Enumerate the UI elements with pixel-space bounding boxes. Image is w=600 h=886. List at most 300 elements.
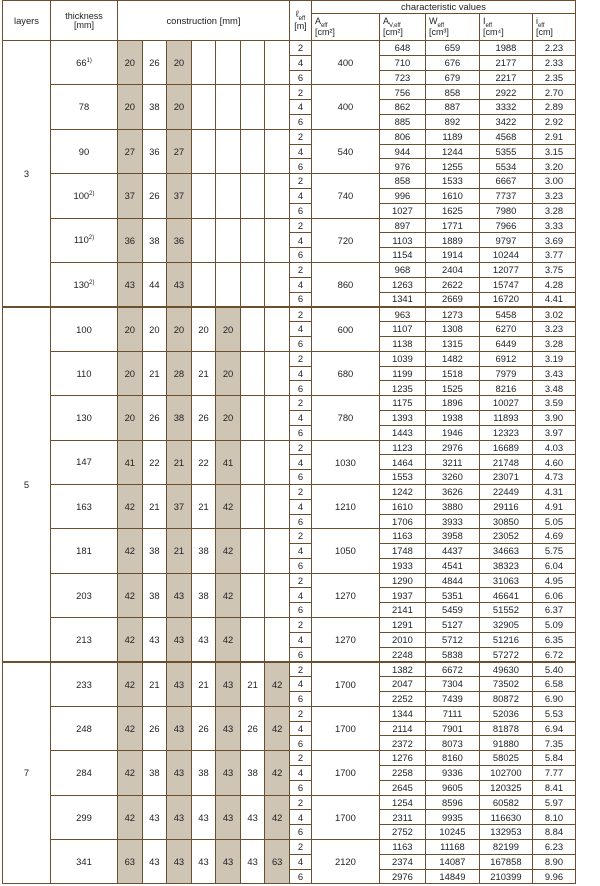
i-eff-radius-cell: 3.20: [532, 159, 575, 174]
table-row: [3, 41, 576, 56]
construction-layer-cell: 42: [216, 484, 241, 528]
av-eff-cell: 1235: [379, 381, 425, 396]
span-length-cell: 6: [289, 292, 311, 307]
span-length-cell: 4: [289, 810, 311, 825]
i-eff-radius-cell: 2.89: [532, 100, 575, 115]
construction-layer-cell: 38: [191, 529, 216, 573]
av-eff-cell: 1175: [379, 396, 425, 411]
construction-layer-cell: 36: [142, 129, 167, 173]
w-eff-cell: 1244: [425, 144, 479, 159]
av-eff-cell: 944: [379, 144, 425, 159]
a-eff-cell: 1210: [311, 484, 379, 528]
i-eff-moment-cell: 23052: [479, 529, 532, 544]
construction-layer-cell: 43: [142, 840, 167, 884]
a-eff-cell: 1700: [311, 795, 379, 839]
av-eff-cell: 2047: [379, 677, 425, 692]
av-eff-cell: 2248: [379, 647, 425, 662]
a-eff-cell: 1700: [311, 751, 379, 795]
a-eff-cell: 720: [311, 218, 379, 262]
table-row: [3, 262, 576, 277]
i-eff-radius-cell: 3.02: [532, 307, 575, 322]
i-eff-moment-cell: 16720: [479, 292, 532, 307]
span-length-cell: 6: [289, 70, 311, 85]
av-eff-cell: 862: [379, 100, 425, 115]
span-length-cell: 6: [289, 514, 311, 529]
w-eff-cell: 1518: [425, 366, 479, 381]
i-eff-moment-cell: 6667: [479, 174, 532, 189]
construction-layer-cell: 43: [216, 840, 241, 884]
construction-layer-cell: 43: [167, 706, 192, 750]
i-eff-radius-cell: 5.09: [532, 618, 575, 633]
i-eff-radius-cell: 2.23: [532, 41, 575, 56]
w-eff-cell: 676: [425, 55, 479, 70]
table-row: [3, 662, 576, 677]
construction-layer-cell: 42: [118, 484, 143, 528]
w-eff-cell: 4844: [425, 573, 479, 588]
i-eff-moment-cell: 34663: [479, 544, 532, 559]
construction-layer-cell: 41: [118, 440, 143, 484]
av-eff-cell: 963: [379, 307, 425, 322]
thickness-value: 130: [76, 412, 92, 424]
i-eff-moment-cell: 31063: [479, 573, 532, 588]
i-eff-moment-cell: 15747: [479, 277, 532, 292]
i-eff-moment-cell: 81878: [479, 721, 532, 736]
construction-layer-cell: [240, 41, 265, 85]
i-eff-moment-cell: 29116: [479, 499, 532, 514]
table-row: [3, 751, 576, 766]
av-eff-cell: 1027: [379, 203, 425, 218]
thickness-value: 66: [76, 57, 87, 69]
construction-layer-cell: [240, 573, 265, 617]
i-eff-radius-cell: 3.00: [532, 174, 575, 189]
w-eff-cell: 679: [425, 70, 479, 85]
thickness-cell: [51, 618, 118, 662]
table-row: [3, 129, 576, 144]
i-eff-radius-cell: 5.84: [532, 751, 575, 766]
i-eff-moment-cell: 10027: [479, 396, 532, 411]
thickness-value: 78: [78, 101, 90, 113]
w-eff-cell: 3958: [425, 529, 479, 544]
w-eff-cell: 1610: [425, 188, 479, 203]
av-eff-cell: 1163: [379, 529, 425, 544]
w-eff-cell: 5838: [425, 647, 479, 662]
w-eff-cell: 1308: [425, 322, 479, 337]
w-eff-cell: 8073: [425, 736, 479, 751]
i-eff-moment-cell: 7737: [479, 188, 532, 203]
thickness-value: 181: [76, 545, 92, 557]
span-length-cell: 4: [289, 588, 311, 603]
span-length-cell: 2: [289, 129, 311, 144]
construction-layer-cell: [265, 41, 290, 85]
i-eff-moment-cell: 120325: [479, 780, 532, 795]
construction-layer-cell: 26: [191, 706, 216, 750]
thickness-value: 163: [76, 500, 92, 512]
i-eff-moment-cell: 5534: [479, 159, 532, 174]
span-length-cell: 2: [289, 529, 311, 544]
i-eff-moment-cell: 57272: [479, 647, 532, 662]
span-length-cell: 4: [289, 322, 311, 337]
construction-layer-cell: 63: [265, 840, 290, 884]
construction-layer-cell: 43: [216, 706, 241, 750]
i-eff-moment-cell: 32905: [479, 618, 532, 633]
i-eff-radius-cell: 7.77: [532, 766, 575, 781]
construction-layer-cell: 43: [191, 840, 216, 884]
av-eff-cell: 1123: [379, 440, 425, 455]
i-eff-moment-cell: 2922: [479, 85, 532, 100]
construction-layer-cell: [240, 440, 265, 484]
construction-layer-cell: 43: [167, 618, 192, 662]
thickness-value: 110: [76, 367, 92, 379]
construction-layer-cell: [265, 218, 290, 262]
header-l-eff: ℓ$_{eff}$ [m]: [289, 1, 311, 41]
thickness-cell: [51, 307, 118, 351]
construction-layer-cell: 42: [216, 618, 241, 662]
i-eff-radius-cell: 5.05: [532, 514, 575, 529]
construction-layer-cell: 42: [216, 529, 241, 573]
w-eff-cell: 3880: [425, 499, 479, 514]
w-eff-cell: 5351: [425, 588, 479, 603]
i-eff-radius-cell: 3.15: [532, 144, 575, 159]
header-layers: layers: [3, 1, 51, 41]
i-eff-radius-cell: 4.95: [532, 573, 575, 588]
construction-layer-cell: 20: [216, 396, 241, 440]
av-eff-cell: 1443: [379, 425, 425, 440]
av-eff-cell: 1103: [379, 233, 425, 248]
span-length-cell: 4: [289, 366, 311, 381]
i-eff-moment-cell: 6912: [479, 351, 532, 366]
construction-layer-cell: [240, 396, 265, 440]
span-length-cell: 4: [289, 144, 311, 159]
construction-layer-cell: 43: [240, 840, 265, 884]
i-eff-radius-cell: 4.69: [532, 529, 575, 544]
w-eff-cell: 5127: [425, 618, 479, 633]
av-eff-cell: 1748: [379, 544, 425, 559]
construction-layer-cell: 43: [142, 618, 167, 662]
i-eff-radius-cell: 4.91: [532, 499, 575, 514]
i-eff-radius-cell: 4.60: [532, 455, 575, 470]
construction-layer-cell: [191, 218, 216, 262]
construction-layer-cell: 43: [167, 573, 192, 617]
i-eff-radius-cell: 6.37: [532, 603, 575, 618]
i-eff-radius-cell: 2.33: [532, 55, 575, 70]
i-eff-moment-cell: 91880: [479, 736, 532, 751]
w-eff-cell: 1938: [425, 410, 479, 425]
construction-layer-cell: 43: [191, 795, 216, 839]
i-eff-radius-cell: 6.72: [532, 647, 575, 662]
w-eff-cell: 1482: [425, 351, 479, 366]
construction-layer-cell: 20: [118, 307, 143, 351]
i-eff-radius-cell: 8.84: [532, 825, 575, 840]
i-eff-moment-cell: 22449: [479, 484, 532, 499]
w-eff-cell: 10245: [425, 825, 479, 840]
table-row: [3, 484, 576, 499]
i-eff-moment-cell: 82199: [479, 840, 532, 855]
construction-layer-cell: 20: [191, 307, 216, 351]
thickness-cell: [51, 795, 118, 839]
w-eff-cell: 4437: [425, 544, 479, 559]
span-length-cell: 6: [289, 736, 311, 751]
span-length-cell: 2: [289, 262, 311, 277]
i-eff-radius-cell: 2.92: [532, 114, 575, 129]
av-eff-cell: 2010: [379, 632, 425, 647]
w-eff-cell: 9336: [425, 766, 479, 781]
w-eff-cell: 659: [425, 41, 479, 56]
i-eff-radius-cell: 4.31: [532, 484, 575, 499]
construction-layer-cell: [240, 174, 265, 218]
i-eff-moment-cell: 7979: [479, 366, 532, 381]
av-eff-cell: 2311: [379, 810, 425, 825]
a-eff-cell: 740: [311, 174, 379, 218]
i-eff-moment-cell: 6449: [479, 336, 532, 351]
construction-layer-cell: 21: [167, 529, 192, 573]
span-length-cell: 2: [289, 618, 311, 633]
av-eff-cell: 1553: [379, 470, 425, 485]
construction-layer-cell: 20: [167, 41, 192, 85]
construction-layer-cell: [191, 129, 216, 173]
construction-layer-cell: [240, 262, 265, 306]
construction-layer-cell: 21: [191, 662, 216, 706]
construction-layer-cell: 43: [240, 795, 265, 839]
w-eff-cell: 2976: [425, 440, 479, 455]
span-length-cell: 2: [289, 751, 311, 766]
i-eff-moment-cell: 7980: [479, 203, 532, 218]
construction-layer-cell: [191, 174, 216, 218]
w-eff-cell: 5712: [425, 632, 479, 647]
i-eff-radius-cell: 2.70: [532, 85, 575, 100]
thickness-cell: [51, 41, 118, 85]
span-length-cell: 2: [289, 484, 311, 499]
construction-layer-cell: [265, 484, 290, 528]
a-eff-cell: 540: [311, 129, 379, 173]
av-eff-cell: 2752: [379, 825, 425, 840]
av-eff-cell: 1933: [379, 558, 425, 573]
span-length-cell: 6: [289, 647, 311, 662]
i-eff-moment-cell: 210399: [479, 869, 532, 884]
construction-layer-cell: [216, 262, 241, 306]
thickness-value: 341: [76, 856, 92, 868]
span-length-cell: 2: [289, 307, 311, 322]
thickness-value: 130: [73, 278, 90, 290]
construction-layer-cell: 42: [118, 529, 143, 573]
header-av-eff: $A_{V,eff}$ [cm²]: [379, 14, 425, 41]
i-eff-moment-cell: 102700: [479, 766, 532, 781]
i-eff-radius-cell: 2.91: [532, 129, 575, 144]
w-eff-cell: 1255: [425, 159, 479, 174]
thickness-value: 90: [78, 145, 90, 157]
table-row: [3, 529, 576, 544]
av-eff-cell: 2258: [379, 766, 425, 781]
i-eff-moment-cell: 58025: [479, 751, 532, 766]
span-length-cell: 6: [289, 425, 311, 440]
i-eff-radius-cell: 3.75: [532, 262, 575, 277]
table-row: [3, 218, 576, 233]
i-eff-radius-cell: 9.96: [532, 869, 575, 884]
construction-layer-cell: 20: [118, 41, 143, 85]
av-eff-cell: 1107: [379, 322, 425, 337]
construction-layer-cell: 20: [142, 307, 167, 351]
i-eff-radius-cell: 7.35: [532, 736, 575, 751]
i-eff-radius-cell: 6.04: [532, 558, 575, 573]
construction-layer-cell: 42: [118, 573, 143, 617]
table-row: [3, 396, 576, 411]
construction-layer-cell: 38: [191, 751, 216, 795]
w-eff-cell: 9935: [425, 810, 479, 825]
construction-layer-cell: 43: [167, 662, 192, 706]
thickness-cell: [51, 218, 118, 262]
construction-layer-cell: [191, 85, 216, 129]
construction-layer-cell: 43: [216, 662, 241, 706]
av-eff-cell: 1039: [379, 351, 425, 366]
i-eff-moment-cell: 12077: [479, 262, 532, 277]
av-eff-cell: 996: [379, 188, 425, 203]
w-eff-cell: 14849: [425, 869, 479, 884]
w-eff-cell: 1533: [425, 174, 479, 189]
construction-layer-cell: [265, 618, 290, 662]
thickness-footnote: 2): [88, 235, 95, 242]
a-eff-cell: 1030: [311, 440, 379, 484]
construction-layer-cell: [265, 351, 290, 395]
w-eff-cell: 1189: [425, 129, 479, 144]
construction-layer-cell: [216, 218, 241, 262]
construction-layer-cell: 20: [118, 396, 143, 440]
construction-layer-cell: 43: [191, 618, 216, 662]
i-eff-moment-cell: 7966: [479, 218, 532, 233]
layers-cell: 3: [3, 41, 51, 307]
thickness-cell: [51, 174, 118, 218]
a-eff-cell: 1270: [311, 618, 379, 662]
construction-layer-cell: 21: [191, 484, 216, 528]
construction-layer-cell: 37: [167, 484, 192, 528]
i-eff-radius-cell: 3.23: [532, 322, 575, 337]
thickness-cell: [51, 85, 118, 129]
span-length-cell: 2: [289, 41, 311, 56]
av-eff-cell: 1291: [379, 618, 425, 633]
i-eff-radius-cell: 6.35: [532, 632, 575, 647]
table-row: [3, 795, 576, 810]
construction-layer-cell: [216, 85, 241, 129]
construction-layer-cell: 44: [142, 262, 167, 306]
construction-layer-cell: [216, 129, 241, 173]
av-eff-cell: 1341: [379, 292, 425, 307]
construction-layer-cell: 37: [118, 174, 143, 218]
av-eff-cell: 968: [379, 262, 425, 277]
construction-layer-cell: [265, 262, 290, 306]
span-length-cell: 2: [289, 396, 311, 411]
construction-layer-cell: [265, 129, 290, 173]
av-eff-cell: 2374: [379, 854, 425, 869]
i-eff-moment-cell: 4568: [479, 129, 532, 144]
i-eff-radius-cell: 3.19: [532, 351, 575, 366]
construction-layer-cell: [240, 218, 265, 262]
construction-layer-cell: 42: [216, 573, 241, 617]
construction-layer-cell: 22: [142, 440, 167, 484]
span-length-cell: 4: [289, 277, 311, 292]
span-length-cell: 6: [289, 692, 311, 707]
construction-layer-cell: 26: [142, 174, 167, 218]
span-length-cell: 4: [289, 233, 311, 248]
a-eff-cell: 400: [311, 41, 379, 85]
w-eff-cell: 7111: [425, 706, 479, 721]
construction-layer-cell: 42: [118, 662, 143, 706]
table-row: [3, 706, 576, 721]
w-eff-cell: 1946: [425, 425, 479, 440]
construction-layer-cell: [265, 307, 290, 351]
construction-layer-cell: 20: [216, 307, 241, 351]
construction-layer-cell: 43: [142, 795, 167, 839]
w-eff-cell: 7901: [425, 721, 479, 736]
av-eff-cell: 1937: [379, 588, 425, 603]
layers-cell: 5: [3, 307, 51, 662]
construction-layer-cell: [240, 529, 265, 573]
construction-layer-cell: 42: [118, 751, 143, 795]
i-eff-moment-cell: 116630: [479, 810, 532, 825]
construction-layer-cell: 27: [167, 129, 192, 173]
span-length-cell: 2: [289, 85, 311, 100]
table-row: [3, 840, 576, 855]
construction-layer-cell: [265, 85, 290, 129]
i-eff-moment-cell: 9797: [479, 233, 532, 248]
construction-layer-cell: 38: [191, 573, 216, 617]
construction-layer-cell: 21: [191, 351, 216, 395]
construction-layer-cell: 42: [265, 706, 290, 750]
a-eff-cell: 1700: [311, 706, 379, 750]
thickness-value: 147: [76, 456, 92, 468]
i-eff-moment-cell: 23071: [479, 470, 532, 485]
av-eff-cell: 1382: [379, 662, 425, 677]
av-eff-cell: 2114: [379, 721, 425, 736]
construction-layer-cell: 42: [265, 662, 290, 706]
thickness-footnote: 1): [86, 57, 92, 64]
construction-layer-cell: 20: [167, 85, 192, 129]
construction-layer-cell: 21: [142, 484, 167, 528]
span-length-cell: 4: [289, 632, 311, 647]
i-eff-moment-cell: 10244: [479, 248, 532, 263]
construction-layer-cell: 43: [167, 262, 192, 306]
w-eff-cell: 1771: [425, 218, 479, 233]
thickness-footnote: 2): [89, 279, 95, 286]
i-eff-moment-cell: 38323: [479, 558, 532, 573]
i-eff-moment-cell: 52036: [479, 706, 532, 721]
i-eff-moment-cell: 51552: [479, 603, 532, 618]
construction-layer-cell: [240, 129, 265, 173]
construction-layer-cell: [265, 529, 290, 573]
construction-layer-cell: 38: [240, 751, 265, 795]
i-eff-radius-cell: 6.06: [532, 588, 575, 603]
construction-layer-cell: 43: [167, 751, 192, 795]
av-eff-cell: 1610: [379, 499, 425, 514]
construction-layer-cell: 38: [142, 529, 167, 573]
i-eff-moment-cell: 49630: [479, 662, 532, 677]
clt-section-properties-table: [2, 0, 576, 884]
table-row: [3, 351, 576, 366]
i-eff-radius-cell: 3.77: [532, 248, 575, 263]
i-eff-moment-cell: 46641: [479, 588, 532, 603]
thickness-value: 213: [76, 633, 92, 645]
span-length-cell: 2: [289, 573, 311, 588]
construction-layer-cell: 26: [142, 706, 167, 750]
i-eff-radius-cell: 6.23: [532, 840, 575, 855]
span-length-cell: 2: [289, 706, 311, 721]
i-eff-radius-cell: 4.41: [532, 292, 575, 307]
span-length-cell: 4: [289, 544, 311, 559]
i-eff-moment-cell: 21748: [479, 455, 532, 470]
table-row: [3, 174, 576, 189]
construction-layer-cell: [216, 41, 241, 85]
thickness-cell: [51, 129, 118, 173]
span-length-cell: 6: [289, 381, 311, 396]
construction-layer-cell: 42: [265, 751, 290, 795]
a-eff-cell: 1700: [311, 662, 379, 706]
